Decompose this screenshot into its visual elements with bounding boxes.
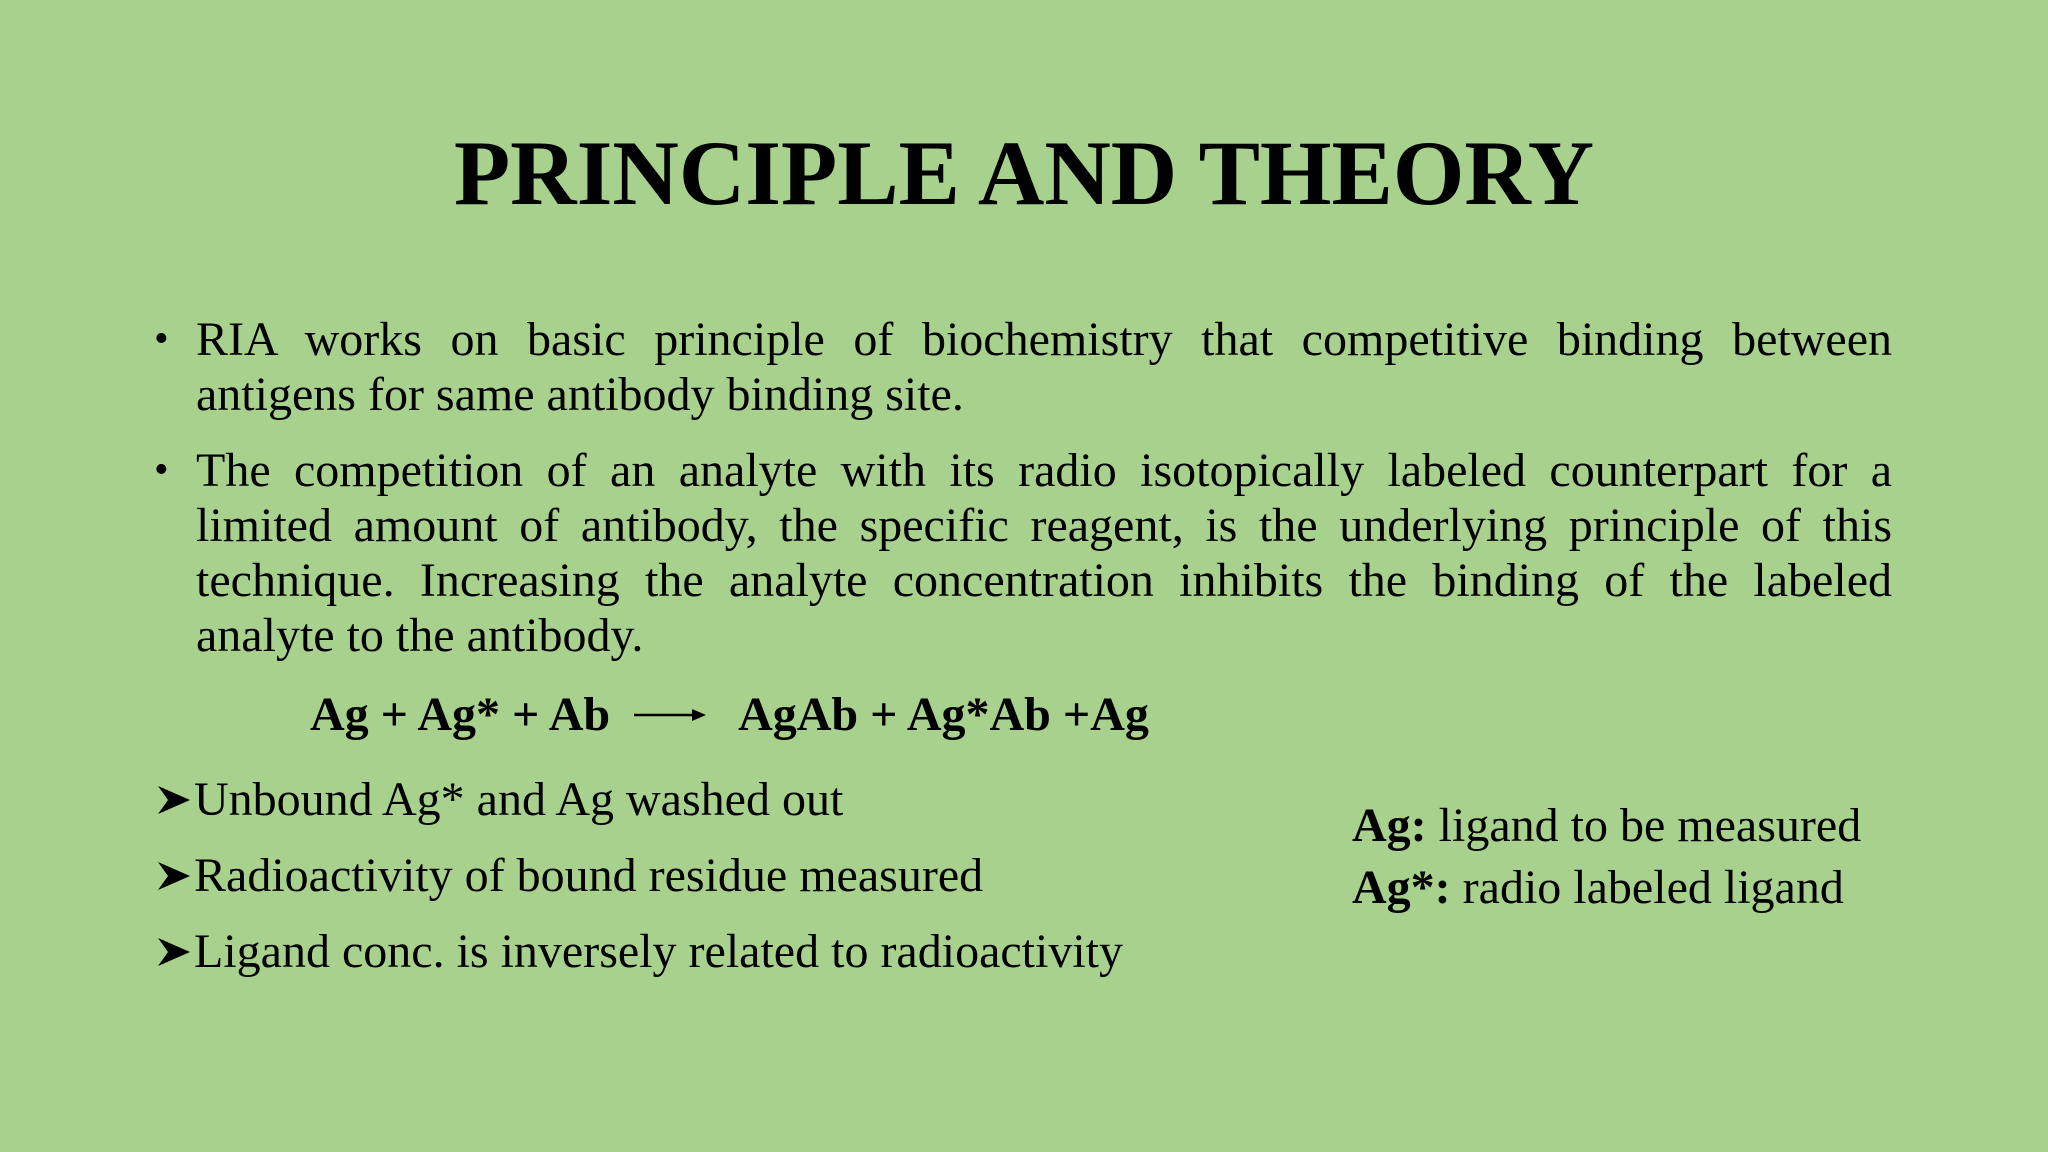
bullet-item	[150, 443, 1892, 663]
bullet-item	[150, 312, 1892, 422]
bullet-text: RIA works on basic principle of biochemistry that competitive binding between antigens for same antibody binding site.	[196, 313, 1892, 421]
arrow-bullet-icon	[156, 782, 192, 818]
legend-term: Ag*:	[1352, 861, 1451, 914]
equation-reactants: Ag + Ag* + Ab	[310, 688, 611, 741]
legend	[1352, 795, 1861, 919]
arrow-bullet-text: Unbound Ag* and Ag washed out	[194, 773, 844, 826]
arrow-bullet-item	[156, 762, 1123, 838]
arrow-bullet-text: Radioactivity of bound residue measured	[194, 849, 984, 902]
reaction-equation	[310, 685, 1149, 745]
arrow-bullet-text: Ligand conc. is inversely related to radioactivity	[194, 925, 1124, 978]
equation-products: AgAb + Ag*Ab +Ag	[738, 688, 1149, 741]
slide-title: PRINCIPLE AND THEORY	[453, 122, 1595, 224]
bullet-list	[150, 312, 1892, 684]
legend-term: Ag:	[1352, 799, 1427, 852]
arrow-bullet-icon	[156, 858, 192, 894]
arrow-bullet-list	[156, 762, 1123, 990]
arrow-bullet-item	[156, 838, 1123, 914]
legend-definition: ligand to be measured	[1426, 799, 1862, 852]
legend-definition: radio labeled ligand	[1450, 861, 1844, 914]
legend-row	[1352, 795, 1861, 857]
bullet-dot-icon: •	[154, 447, 169, 493]
bullet-text: The competition of an analyte with its radio isotopically labeled counterpart for a limited amount of antibody, the specific reagent, is the underlying principle of this technique. Increasing the analyte concentration inhibits the binding of the labeled analyte to the antibody.	[196, 444, 1892, 662]
arrow-bullet-item	[156, 914, 1123, 990]
legend-row	[1352, 857, 1861, 919]
reaction-arrow-icon	[634, 705, 706, 725]
arrow-bullet-icon	[156, 934, 192, 970]
bullet-dot-icon: •	[154, 316, 169, 362]
